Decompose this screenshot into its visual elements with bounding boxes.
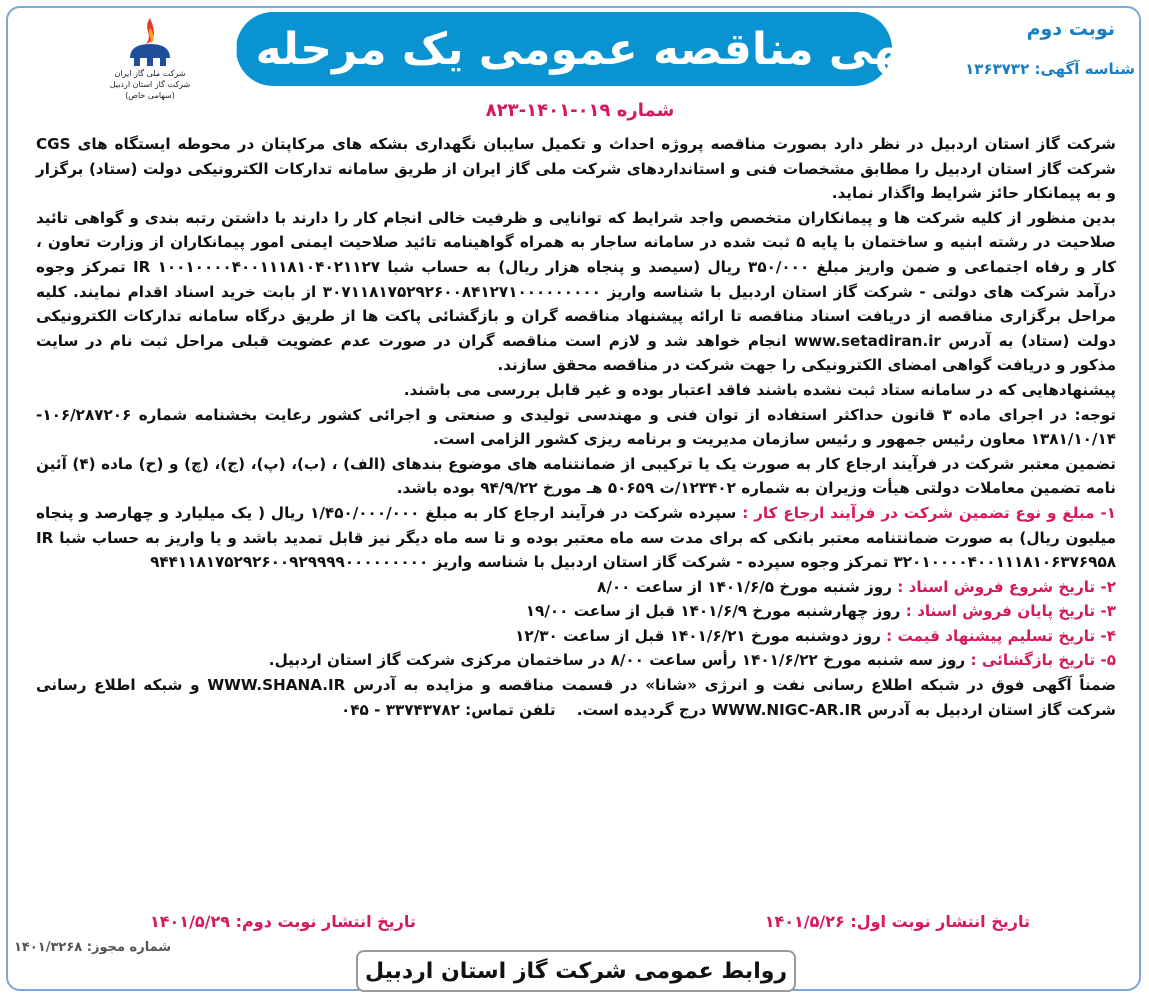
- item-5: [36, 648, 1116, 673]
- item-3-label: ۳- تاریخ پایان فروش اسناد :: [905, 602, 1116, 621]
- item-2-text: روز شنبه مورخ ۱۴۰۱/۶/۵ از ساعت ۸/۰۰: [597, 577, 892, 596]
- item-5-label: ۵- تاریخ بازگشائی :: [970, 651, 1116, 670]
- paragraph-validity: پیشنهادهایی که در سامانه ستاد ثبت نشده باشند فاقد اعتبار بوده و غیر قابل بررسی می باشند.: [403, 380, 1116, 399]
- paragraph-note: توجه: در اجرای ماده ۳ قانون حداکثر استفاده از توان فنی و مهندسی تولیدی و صنعتی و اجرائی کشور رعایت بخشنامه شماره ۱۰۶/۲۸۷۲۰۶- ۱۳۸۱/۱۰/۱۴ معاون رئیس جمهور و رئیس سازمان مدیریت و برنامه ریزی کشور الزامی است.: [36, 405, 1116, 449]
- item-4: [36, 624, 1116, 649]
- paragraph-conditions: بدین منظور از کلیه شرکت ها و پیمانکاران متخصص واجد شرایط که توانایی و ظرفیت خالی انجام کار را دارند با داشتن رتبه بندی و گواهی تائید صلاحیت در رشته ابنیه و ساختمان با پایه ۵ ثبت شده در سامانه ساجار به همراه گواهینامه تائید صلاحیت ایمنی امور پیمانکاران از وزارت تعاون ، کار و رفاه اجتماعی و ضمن واریز مبلغ ۳۵۰/۰۰۰ ریال (سیصد و پنجاه هزار ریال) به حساب شبا IR ۱۰۰۱۰۰۰۰۴۰۰۱۱۱۸۱۰۴۰۲۱۱۲۷ تمرکز وجوه درآمد شرکت های دولتی - شرکت گاز استان اردبیل با شناسه واریز ۳۰۷۱۱۸۱۷۵۲۹۲۶۰۰۸۴۱۲۷۱۰۰۰۰۰۰۰۰۰ از بابت خرید اسناد اقدام نمایند. کلیه مراحل برگزاری مناقصه از دریافت اسناد مناقصه تا ارائه پیشنهاد مناقصه گران و بازگشائی پاکت ها از طریق درگاه سامانه تدارکات الکترونیکی دولت (ستاد) به آدرس www.setadiran.ir انجام خواهد شد و لازم است مناقصه گران در صورت عدم عضویت قبلی مراحل ثبت نام در سایت مذکور و دریافت گواهی امضای الکترونیکی را جهت شرکت در مناقصه محقق سازند.: [36, 208, 1116, 375]
- item-4-text: روز دوشنبه مورخ ۱۴۰۱/۶/۲۱ قبل از ساعت ۱۲/۳۰: [515, 626, 881, 645]
- tender-number: شماره ۰۱۹-۱۴۰۱-۸۲۳: [485, 100, 675, 121]
- footer-text: روابط عمومی شرکت گاز استان اردبیل: [364, 958, 788, 984]
- item-2: [36, 575, 1116, 600]
- logo-caption-3: (سهامی خاص): [125, 91, 175, 100]
- contact-phone: تلفن تماس: ۳۳۷۴۳۷۸۲ - ۰۴۵: [341, 700, 556, 719]
- paragraph-intro: شرکت گاز استان اردبیل در نظر دارد بصورت مناقصه پروژه احداث و تکمیل سایبان نگهداری بشکه های مرکاپتان در محوطه ایستگاه های CGS شرکت گاز استان اردبیل را مطابق مشخصات فنی و استانداردهای شرکت ملی گاز ایران از طریق سامانه تدارکات الکترونیکی دولت (ستاد) برگزار و به پیمانکار حائز شرایط واگذار نماید.: [36, 135, 1116, 203]
- permit-number: شماره مجوز: ۱۴۰۱/۳۲۶۸: [14, 940, 172, 955]
- item-3-text: روز چهارشنبه مورخ ۱۴۰۱/۶/۹ قبل از ساعت ۱۹/۰۰: [525, 602, 901, 621]
- first-publication-date: تاریخ انتشار نوبت اول: ۱۴۰۱/۵/۲۶: [764, 912, 1030, 931]
- page-title: آگهی مناقصه عمومی یک مرحله ای: [184, 23, 944, 75]
- title-banner: [184, 12, 944, 86]
- item-1-label: ۱- مبلغ و نوع تضمین شرکت در فرآیند ارجاع کار :: [742, 503, 1116, 522]
- public-relations-footer: [356, 950, 796, 992]
- item-5-text: روز سه شنبه مورخ ۱۴۰۱/۶/۲۲ رأس ساعت ۸/۰۰ در ساختمان مرکزی شرکت گاز استان اردبیل.: [268, 651, 966, 670]
- item-1: [36, 501, 1116, 575]
- notice-body: [36, 132, 1116, 722]
- company-logo: [94, 14, 206, 112]
- item-4-label: ۴- تاریخ تسلیم پیشنهاد قیمت :: [886, 626, 1116, 645]
- second-publication-date: تاریخ انتشار نوبت دوم: ۱۴۰۱/۵/۲۹: [150, 912, 416, 931]
- logo-caption-1: شرکت ملی گاز ایران: [114, 69, 186, 78]
- item-2-label: ۲- تاریخ شروع فروش اسناد :: [897, 577, 1116, 596]
- ad-id: شناسه آگهی: ۱۳۶۳۷۳۲: [965, 60, 1135, 78]
- logo-caption-2: شرکت گاز استان اردبیل: [109, 80, 191, 89]
- publication-text: ضمناً آگهی فوق در شبکه اطلاع رسانی نفت و انرژی «شانا» در قسمت مناقصه و مزایده به آدرس WWW.SHANA.IR و شبکه اطلاع رسانی شرکت گاز استان اردبیل به آدرس WWW.NIGC-AR.IR درج گردیده است.: [36, 676, 1116, 719]
- round-label: نوبت دوم: [1026, 18, 1115, 40]
- paragraph-guarantee: تضمین معتبر شرکت در فرآیند ارجاع کار به صورت یک یا ترکیبی از ضمانتنامه های موضوع بندهای (الف) ، (ب)، (پ)، (ج)، (چ) و (ح) ماده (۴) آئین نامه تضمین معاملات دولتی هیأت وزیران به شماره ۱۲۳۴۰۲/ت ۵۰۶۵۹ هـ مورخ ۹۴/۹/۲۲ بوده باشد.: [36, 454, 1116, 498]
- publication-dates: [150, 912, 1030, 931]
- item-3: [36, 599, 1116, 624]
- paragraph-publication: [36, 673, 1116, 722]
- item-1-text: سپرده شرکت در فرآیند ارجاع کار به مبلغ ۱/۴۵۰/۰۰۰/۰۰۰ ریال ( یک میلیارد و چهارصد و پنجاه میلیون ریال) به صورت ضمانتنامه معتبر بانکی که برای مدت سه ماه معتبر بوده و تا سه ماه دیگر نیز قابل تمدید باشد و یا واریز به حساب شبا IR ۳۲۰۱۰۰۰۰۴۰۰۱۱۱۸۱۰۶۳۷۶۹۵۸ تمرکز وجوه سپرده - شرکت گاز استان اردبیل با شناسه واریز ۹۴۴۱۱۸۱۷۵۲۹۲۶۰۰۹۲۹۹۹۹۰۰۰۰۰۰۰۰۰: [36, 503, 1116, 572]
- gas-flame-icon: [124, 14, 176, 68]
